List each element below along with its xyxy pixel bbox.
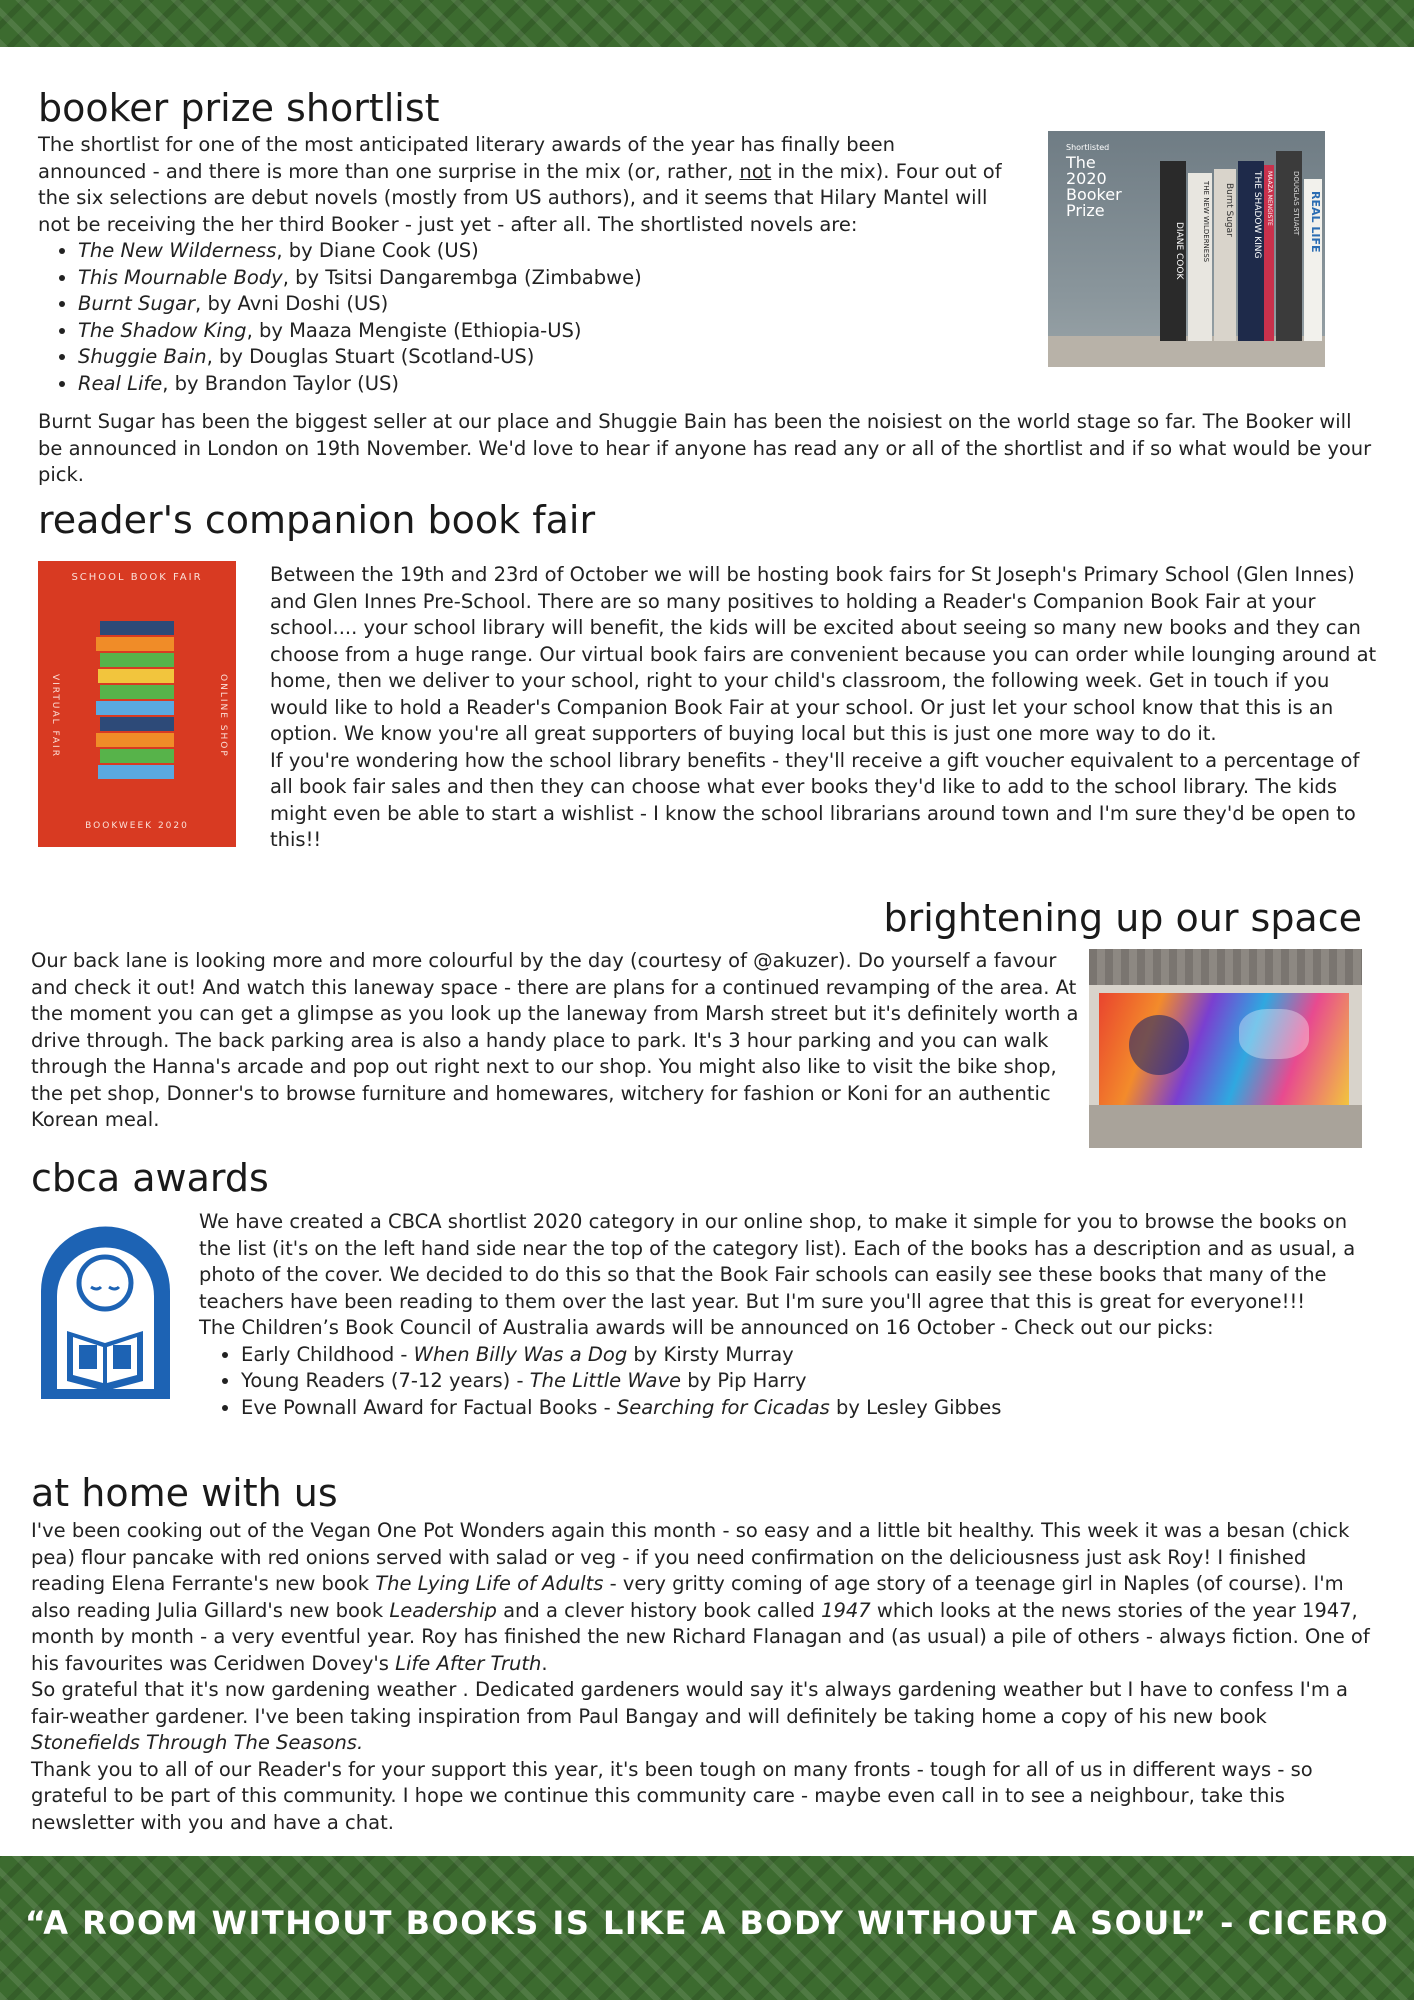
cbca-paragraph-2: The Children’s Book Council of Australia awards will be announced on 16 October - Check out our picks: [199,1316,1214,1339]
cbca-paragraph-1: We have created a CBCA shortlist 2020 category in our online shop, to make it simple for you to browse the books on the list (it's on the left hand side near the top of the category list). Each of the books has a description and as usual, a photo of the cover. We decided to do this so that the Book Fair schools can easily see these books that many of the teachers have been reading to them over the last year. But I'm sure you'll agree that this is great for everyone!!! [199,1210,1356,1313]
booker-body [38,132,1008,397]
fair-body [270,562,1380,854]
fair-heading: reader's companion book fair [38,498,596,542]
top-banner [0,0,1414,47]
list-item: • Real Life, by Brandon Taylor (US) [78,371,1008,398]
home-heading: at home with us [31,1471,338,1515]
book-fair-poster: SCHOOL BOOK FAIR VIRTUAL FAIR ONLINE SHOP BOOKWEEK 2020 [38,561,236,847]
home-paragraph-2: So grateful that it's now gardening weather . Dedicated gardeners would say it's always gardening weather but I have to confess I'm a fair-weather gardener. I've been taking inspiration from Paul Bangay and will definitely be taking home a copy of his new book Stonefields Through The Seasons. [31,1678,1348,1754]
list-item: • Early Childhood - When Billy Was a Dog by Kirsty Murray [241,1342,1369,1369]
space-heading: brightening up our space [883,896,1362,940]
cbca-picks [199,1342,1369,1422]
home-paragraph-1: I've been cooking out of the Vegan One Pot Wonders again this month - so easy and a little bit healthy. This week it was a besan (chick pea) flour pancake with red onions served with salad or veg - if you need confirmation on the deliciousness just ask Roy! I finished reading Elena Ferrante's new book The Lying Life of Adults - very gritty coming of age story of a teenage girl in Naples (of course). I'm also reading Julia Gillard's new book Leadership and a clever history book called 1947 which looks at the news stories of the year 1947, month by month - a very eventful year. Roy has finished the new Richard Flanagan and (as usual) a pile of others - always fiction. One of his favourites was Ceridwen Dovey's Life After Truth. [31,1519,1370,1675]
list-item: • Shuggie Bain, by Douglas Stuart (Scotland-US) [78,344,1008,371]
home-body [31,1518,1381,1836]
cbca-reader-icon [37,1221,174,1401]
list-item: • The New Wilderness, by Diane Cook (US) [78,238,1008,265]
fair-paragraph-1: Between the 19th and 23rd of October we will be hosting book fairs for St Joseph's Primary School (Glen Innes) and Glen Innes Pre-School. There are so many positives to holding a Reader's Companion Book Fair at your school.... your school library will benefit, the kids will be excited about seeing so many new books and they can choose from a huge range. Our virtual book fairs are convenient because you can order while lounging around at home, then we deliver to your school, right to your child's classroom, the following week. Get in touch if you would like to hold a Reader's Companion Book Fair at your school. Or just let your school know that this is an option. We know you're all great supporters of buying local but this is just one more way to do it. [270,563,1377,745]
list-item: • This Mournable Body, by Tsitsi Dangarembga (Zimbabwe) [78,265,1008,292]
booker-outro: Burnt Sugar has been the biggest seller at our place and Shuggie Bain has been the noisiest on the world stage so far. The Booker will be announced in London on 19th November. We'd love to hear if anyone has read any or all of the shortlist and if so what would be your pick. [38,410,1372,486]
list-item: • The Shadow King, by Maaza Mengiste (Ethiopia-US) [78,318,1008,345]
fair-paragraph-2: If you're wondering how the school library benefits - they'll receive a gift voucher equivalent to a percentage of all book fair sales and then they can choose what ever books they'd like to add to the school library. The kids might even be able to start a wishlist - I know the school librarians around town and I'm sure they'd be open to this!! [270,748,1360,851]
booker-intro: The shortlist for one of the most anticipated literary awards of the year has finally been announced - and there is more than one surprise in the mix (or, rather, not in the mix). Four out of the six selections are debut novels (mostly from US authors), and it seems that Hilary Mantel will not be receiving the her third Booker - just yet - after all. The shortlisted novels are: [38,133,1002,236]
cbca-body [199,1209,1369,1421]
booker-books-image: Shortlisted The 2020 Booker Prize DIANE COOK THE NEW WILDERNESS Burnt Sugar THE SHADOW KING MAAZA MENGISTE DOUGLAS STUART REAL LIFE [1048,131,1325,367]
space-body: Our back lane is looking more and more colourful by the day (courtesy of @akuzer). Do yourself a favour and check it out! And watch this laneway space - there are plans for a continued revamping of the area. At the moment you can get a glimpse as you look up the laneway from Marsh street but it's definitely worth a drive through. The back parking area is also a handy place to park. It's 3 hour parking and you can walk through the Hanna's arcade and pop out right next to our shop. You might also like to visit the bike shop, the pet shop, Donner's to browse furniture and homewares, witchery for fashion or Koni for an authentic Korean meal. [31,949,1079,1131]
cbca-logo [37,1221,174,1401]
footer-quote: “A ROOM WITHOUT BOOKS IS LIKE A BODY WITHOUT A SOUL” - CICERO [24,1904,1390,1942]
home-paragraph-3: Thank you to all of our Reader's for your support this year, it's been tough on many fronts - tough for all of us in different ways - so grateful to be part of this community. I hope we continue this community care - maybe even call in to see a neighbour, take this newsletter with you and have a chat. [31,1757,1313,1834]
booker-list [38,238,1008,397]
booker-heading: booker prize shortlist [38,86,440,130]
list-item: • Burnt Sugar, by Avni Doshi (US) [78,291,1008,318]
list-item: • Young Readers (7-12 years) - The Little Wave by Pip Harry [241,1368,1369,1395]
cbca-heading: cbca awards [31,1156,269,1200]
list-item: • Eve Pownall Award for Factual Books - Searching for Cicadas by Lesley Gibbes [241,1395,1369,1422]
laneway-mural-image [1089,949,1362,1148]
